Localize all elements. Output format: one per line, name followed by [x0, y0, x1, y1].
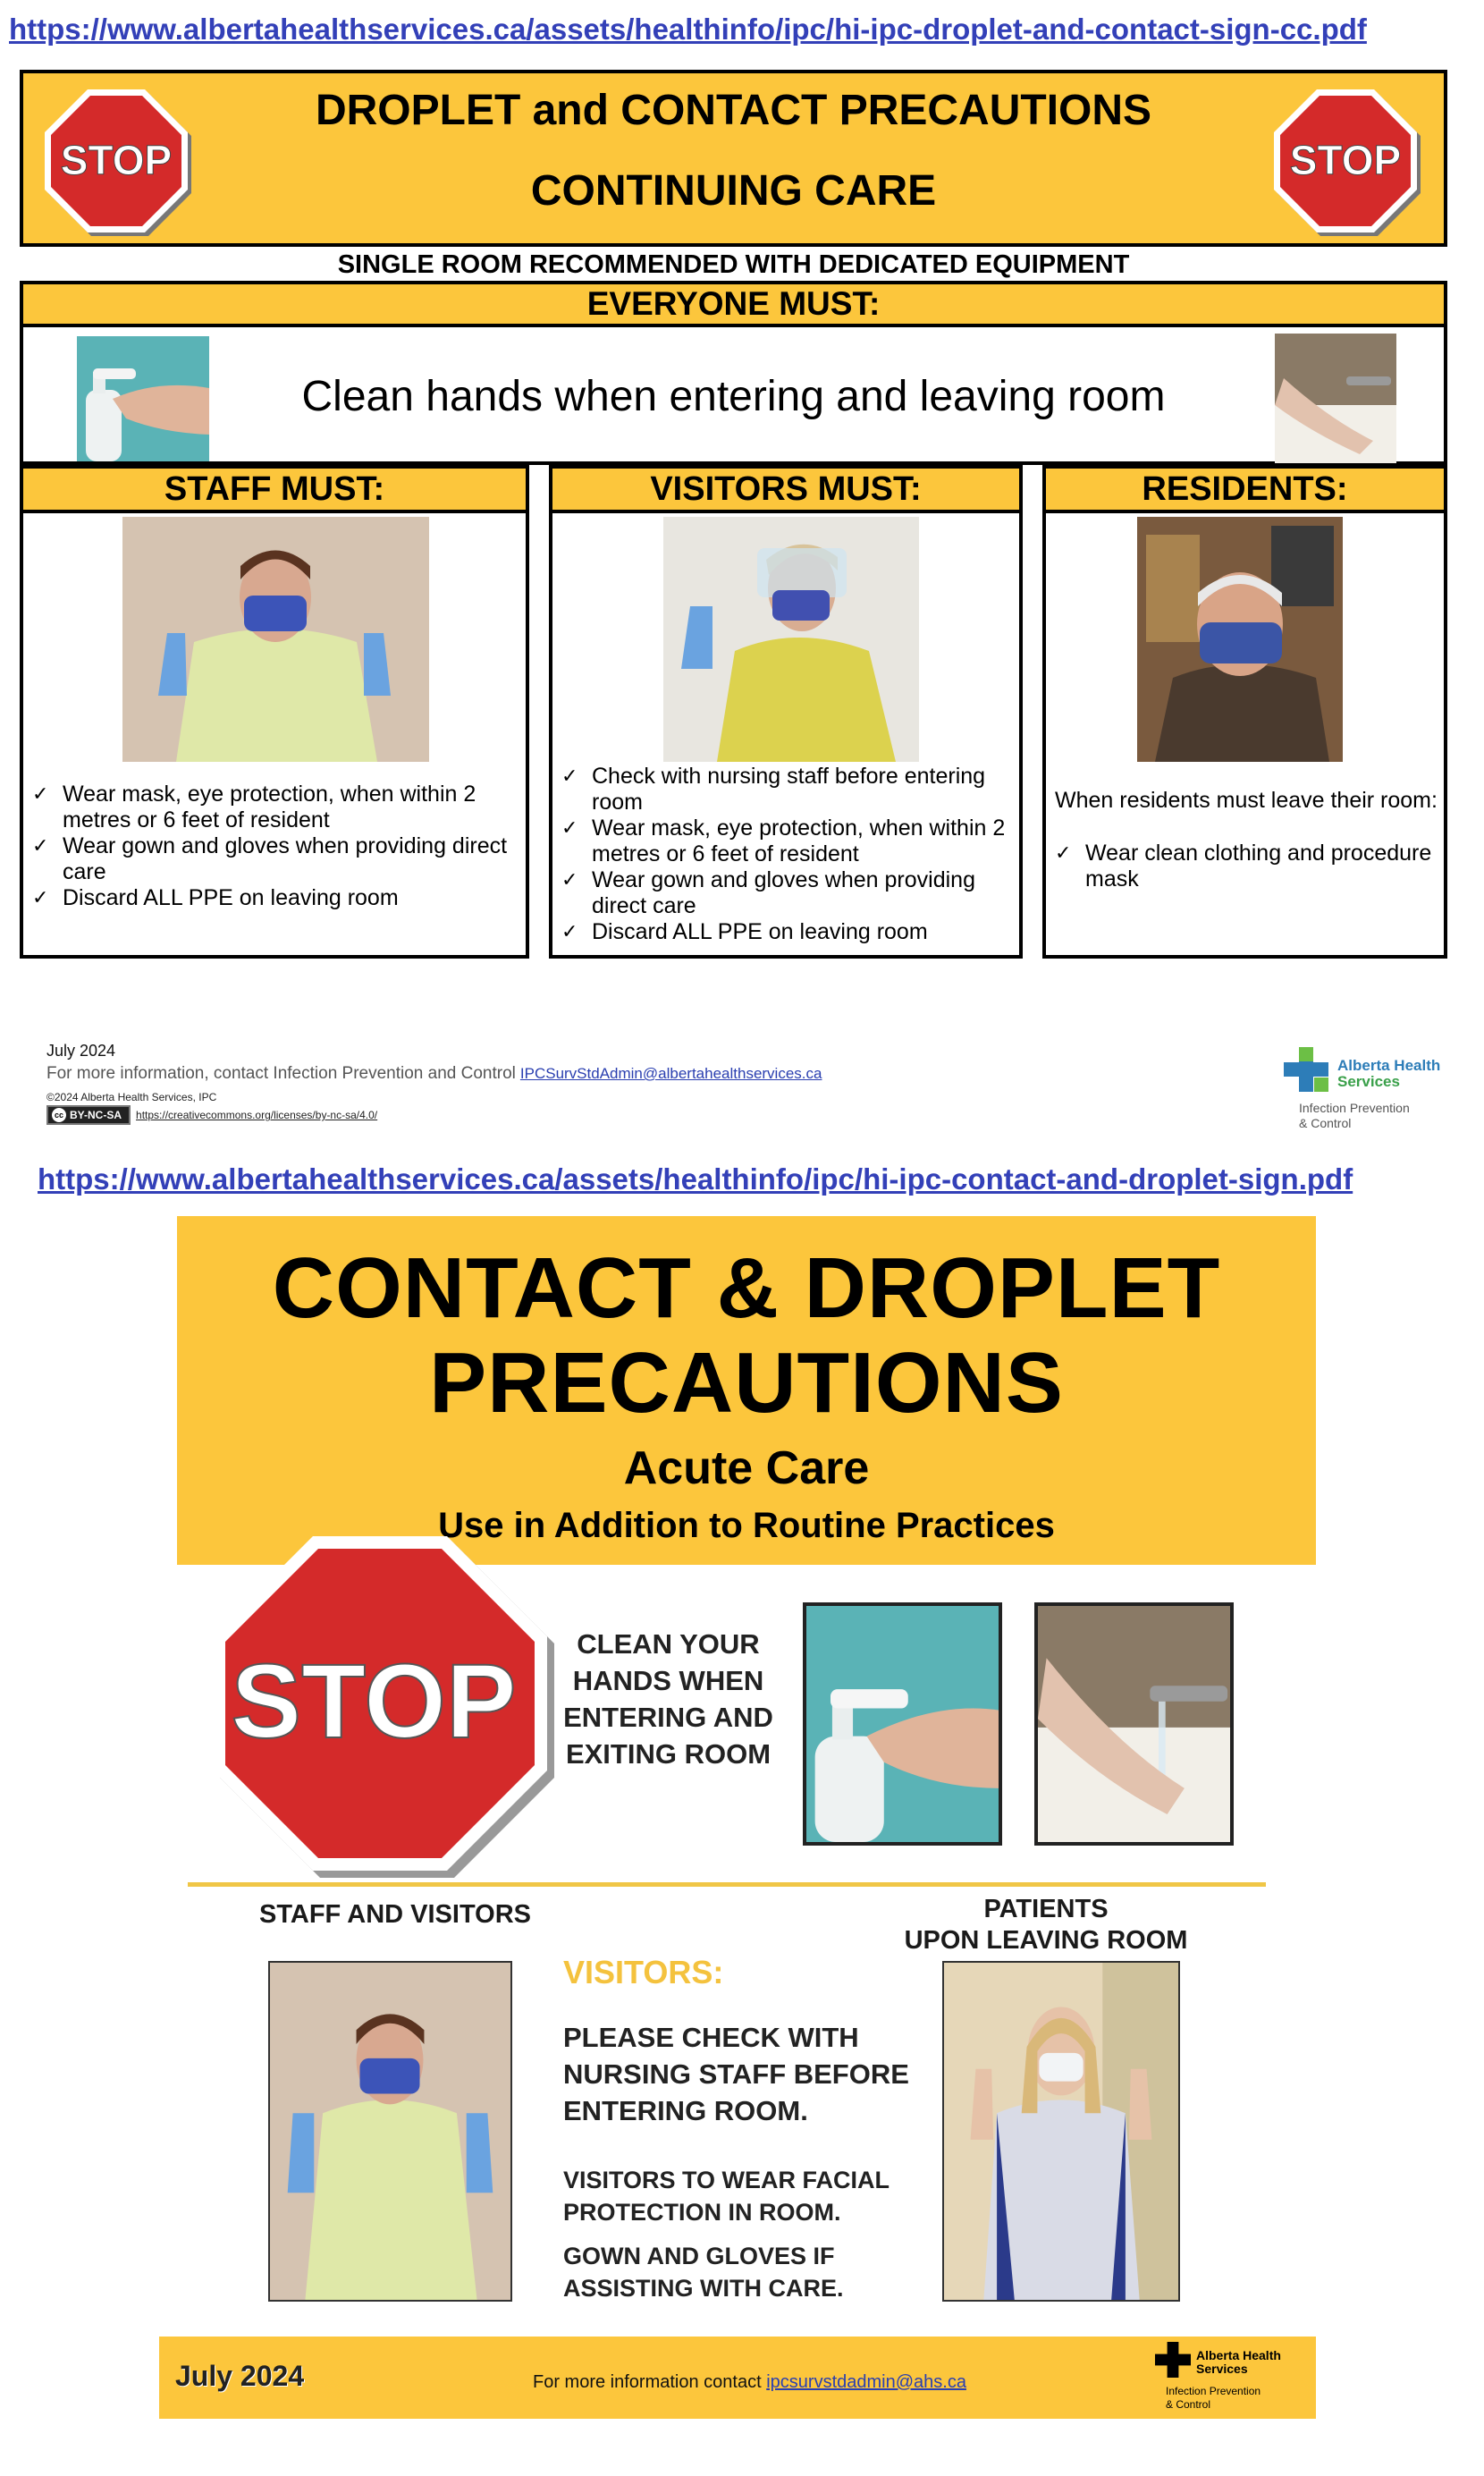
sign2-footer-date: July 2024	[175, 2360, 305, 2392]
handwashing-photo	[1275, 334, 1396, 463]
clean-line: ENTERING AND	[563, 1702, 773, 1733]
staff-ppe-photo	[122, 517, 429, 762]
sign1-title-line2: CONTINUING CARE	[530, 167, 937, 215]
clean-line: EXITING ROOM	[565, 1738, 772, 1770]
creative-commons-icon: cc BY-NC-SA	[46, 1105, 131, 1125]
check-item: ✓ Wear gown and gloves when providing direct care	[29, 833, 516, 885]
visitors-must-heading: VISITORS MUST:	[552, 469, 1019, 513]
section-divider	[188, 1882, 1266, 1887]
sign2-url-link[interactable]: https://www.albertahealthservices.ca/assets/healthinfo/ipc/hi-ipc-contact-and-droplet-sign.pdf	[38, 1162, 1353, 1196]
sign1-footer-date: July 2024	[46, 1042, 116, 1060]
sign1-title-line1: DROPLET and CONTACT PRECAUTIONS	[315, 87, 1152, 134]
staff-ppe-photo	[268, 1961, 512, 2302]
check-item: ✓ Check with nursing staff before entering room	[558, 764, 1009, 815]
residents-list	[1051, 841, 1436, 892]
sign2-subtitle: Acute Care	[623, 1442, 870, 1494]
check-item: ✓ Wear mask, eye protection, when within 2 metres or 6 feet of resident	[29, 782, 516, 833]
stop-sign-icon	[1270, 86, 1421, 236]
visitor-ppe-photo	[663, 517, 919, 762]
ahs-name-line2: Services	[1196, 2362, 1248, 2376]
staff-must-column	[20, 465, 529, 959]
staff-visitors-label: STAFF AND VISITORS	[259, 1900, 531, 1929]
patient-mask-photo	[942, 1961, 1180, 2302]
sign1-title-banner	[20, 70, 1447, 247]
everyone-must-panel	[20, 281, 1447, 465]
ahs-name-line1: Alberta Health	[1337, 1057, 1441, 1074]
sign2-title-banner	[177, 1216, 1316, 1565]
sign1-email-link[interactable]: IPCSurvStdAdmin@albertahealthservices.ca	[519, 1065, 822, 1082]
ahs-sub-line2: & Control	[1166, 2398, 1211, 2411]
visitors-check-text: PLEASE CHECK WITH NURSING STAFF BEFORE ENTERING ROOM.	[563, 2022, 909, 2126]
ahs-sub-line2: & Control	[1299, 1116, 1352, 1130]
visitors-must-list	[558, 764, 1009, 945]
ahs-cross-logo-icon	[1155, 2342, 1191, 2378]
hand-sanitizer-photo	[77, 336, 209, 461]
sign1-more-info: For more information, contact Infection Prevention and Control	[46, 1064, 516, 1083]
stop-sign-text: STOP	[60, 137, 173, 183]
stop-sign-text: STOP	[1289, 137, 1402, 183]
ahs-sub-line1: Infection Prevention	[1299, 1101, 1410, 1115]
visitors-heading: VISITORS:	[563, 1954, 724, 1990]
hand-sanitizer-photo	[803, 1602, 1002, 1846]
resident-mask-photo	[1137, 517, 1343, 762]
handwashing-photo	[1034, 1602, 1234, 1846]
clean-hands-text: Clean hands when entering and leaving room	[301, 373, 1166, 420]
license-badge: BY-NC-SA	[70, 1109, 122, 1121]
residents-intro: When residents must leave their room:	[1055, 788, 1438, 813]
stop-sign-icon	[206, 1529, 554, 1878]
license-url-link[interactable]: https://creativecommons.org/licenses/by-nc-sa/4.0/	[136, 1109, 378, 1121]
visitors-facial-text: VISITORS TO WEAR FACIAL PROTECTION IN ROOM.	[563, 2167, 890, 2226]
sign1-footer	[46, 1042, 822, 1125]
check-item: ✓ Discard ALL PPE on leaving room	[558, 919, 1009, 945]
sign2-more-info: For more information contact ipcsurvstdadmin@ahs.ca	[533, 2372, 966, 2392]
ahs-sub-line1: Infection Prevention	[1166, 2385, 1261, 2397]
ahs-cross-logo-icon	[1284, 1047, 1328, 1092]
check-item: ✓ Discard ALL PPE on leaving room	[29, 885, 516, 911]
staff-must-heading: STAFF MUST:	[23, 469, 526, 513]
staff-must-list	[29, 782, 516, 911]
sign2-email-link[interactable]: ipcsurvstdadmin@ahs.ca	[766, 2372, 966, 2392]
everyone-must-heading: EVERYONE MUST:	[23, 284, 1444, 327]
visitors-must-column	[549, 465, 1023, 959]
ahs-name-line1: Alberta Health	[1196, 2348, 1281, 2362]
check-item: ✓ Wear mask, eye protection, when within 2 metres or 6 feet of resident	[558, 815, 1009, 867]
residents-column	[1042, 465, 1447, 959]
sign2-tagline: Use in Addition to Routine Practices	[438, 1506, 1055, 1545]
visitors-gown-text: GOWN AND GLOVES IF ASSISTING WITH CARE.	[563, 2243, 844, 2302]
clean-hands-block	[554, 1626, 782, 1772]
ahs-name-line2: Services	[1337, 1073, 1400, 1090]
sign1-url-link[interactable]: https://www.albertahealthservices.ca/assets/healthinfo/ipc/hi-ipc-droplet-and-contact-sign-cc.pdf	[9, 13, 1367, 46]
clean-line: CLEAN YOUR	[577, 1628, 760, 1660]
patients-label: PATIENTS UPON LEAVING ROOM	[904, 1895, 1188, 1955]
stop-sign-text: STOP	[231, 1643, 517, 1761]
sign2-title-line1: CONTACT & DROPLET	[272, 1240, 1221, 1336]
check-item: ✓ Wear clean clothing and procedure mask	[1051, 841, 1436, 892]
sign1-subheading: SINGLE ROOM RECOMMENDED WITH DEDICATED EQUIPMENT	[337, 250, 1130, 279]
clean-line: HANDS WHEN	[572, 1665, 764, 1696]
sign1-copyright: ©2024 Alberta Health Services, IPC	[46, 1091, 217, 1103]
check-item: ✓ Wear gown and gloves when providing direct care	[558, 867, 1009, 919]
sign2-footer	[159, 2337, 1316, 2419]
sign2-title-line2: PRECAUTIONS	[429, 1335, 1064, 1431]
residents-heading: RESIDENTS:	[1046, 469, 1444, 513]
